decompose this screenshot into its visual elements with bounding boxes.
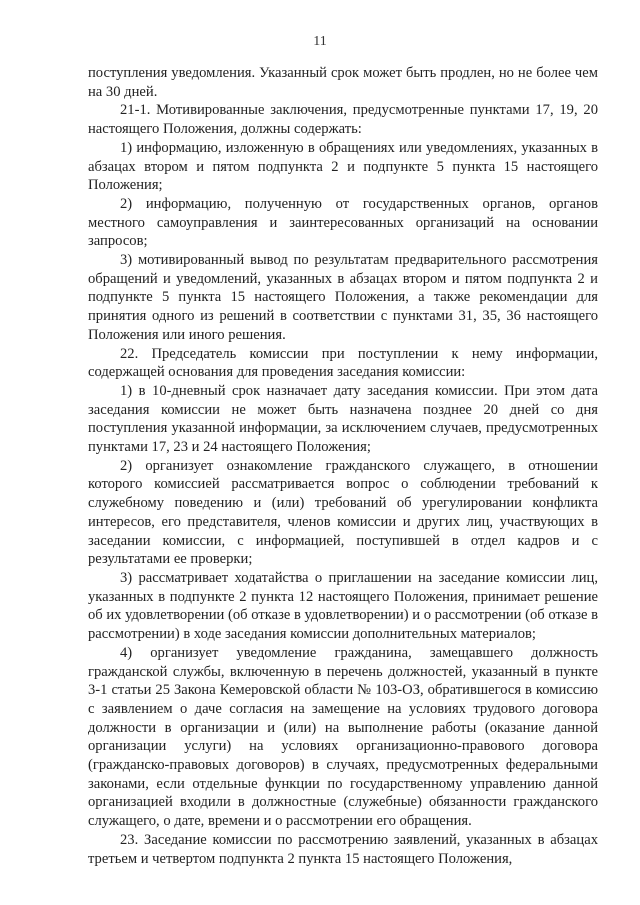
paragraph-22-item-2: 2) организует ознакомление гражданского служащего, в отношении которого комиссией рассматривается вопрос о соблюдении требований к служебному поведению и (или) требований об урегулировании конфликта интересов, его представителя, членов комиссии и других лиц, участвующих в заседании комиссии, с информацией, поступившей в отдел кадров и с результатами ее проверки; [88,457,598,568]
paragraph-23: 23. Заседание комиссии по рассмотрению заявлений, указанных в абзацах третьем и четвертом подпункта 2 пункта 15 настоящего Положения, [88,831,598,867]
paragraph-21-1: 21-1. Мотивированные заключения, предусмотренные пунктами 17, 19, 20 настоящего Положения, должны содержать: [88,102,598,138]
paragraph-21-1-item-1: 1) информацию, изложенную в обращениях или уведомлениях, указанных в абзацах втором и пятом подпункта 2 и подпункте 5 пункта 15 настоящего Положения; [88,139,598,194]
page-number: 11 [313,34,327,49]
paragraph-22-item-1: 1) в 10-дневный срок назначает дату заседания комиссии. При этом дата заседания комиссии не может быть назначена позднее 20 дней со дня поступления указанной информации, за исключением случаев, предусмотренных пунктами 17, 23 и 24 настоящего Положения; [88,382,598,456]
paragraph-22-item-3: 3) рассматривает ходатайства о приглашении на заседание комиссии лиц, указанных в подпункте 2 пункта 12 настоящего Положения, принимает решение об их удовлетворении (об отказе в удовлетворении) и о рассмотрении (об отказе в рассмотрении) в ходе заседания комиссии дополнительных материалов; [88,569,598,643]
paragraph-21-1-item-2: 2) информацию, полученную от государственных органов, органов местного самоуправления и заинтересованных организаций на основании запросов; [88,195,598,250]
paragraph-22: 22. Председатель комиссии при поступлении к нему информации, содержащей основания для проведения заседания комиссии: [88,345,598,381]
paragraph-continuation: поступления уведомления. Указанный срок может быть продлен, но не более чем на 30 дней. [88,65,598,100]
document-body [88,64,598,868]
paragraph-22-item-4: 4) организует уведомление гражданина, замещавшего должность гражданской службы, включенную в перечень должностей, указанный в пункте 3-1 статьи 25 Закона Кемеровской области № 103-ОЗ, обратившегося в комиссию с заявлением о даче согласия на замещение на условиях трудового договора должности в организации и (или) на выполнение работы (оказание данной организации услуги) на условиях организационно-правового договора (гражданско-правовых договоров) в случаях, предусмотренных федеральными законами, если отдельные функции по государственному управлению данной организацией входили в должностные (служебные) обязанности гражданского служащего, о дате, времени и о рассмотрении его обращения. [88,644,598,830]
paragraph-21-1-item-3: 3) мотивированный вывод по результатам предварительного рассмотрения обращений и уведомлений, указанных в абзацах втором и пятом подпункта 2 и подпункте 5 пункта 15 настоящего Положения, а также рекомендации для принятия одного из решений в соответствии с пунктами 31, 35, 36 настоящего Положения или иного решения. [88,252,598,343]
